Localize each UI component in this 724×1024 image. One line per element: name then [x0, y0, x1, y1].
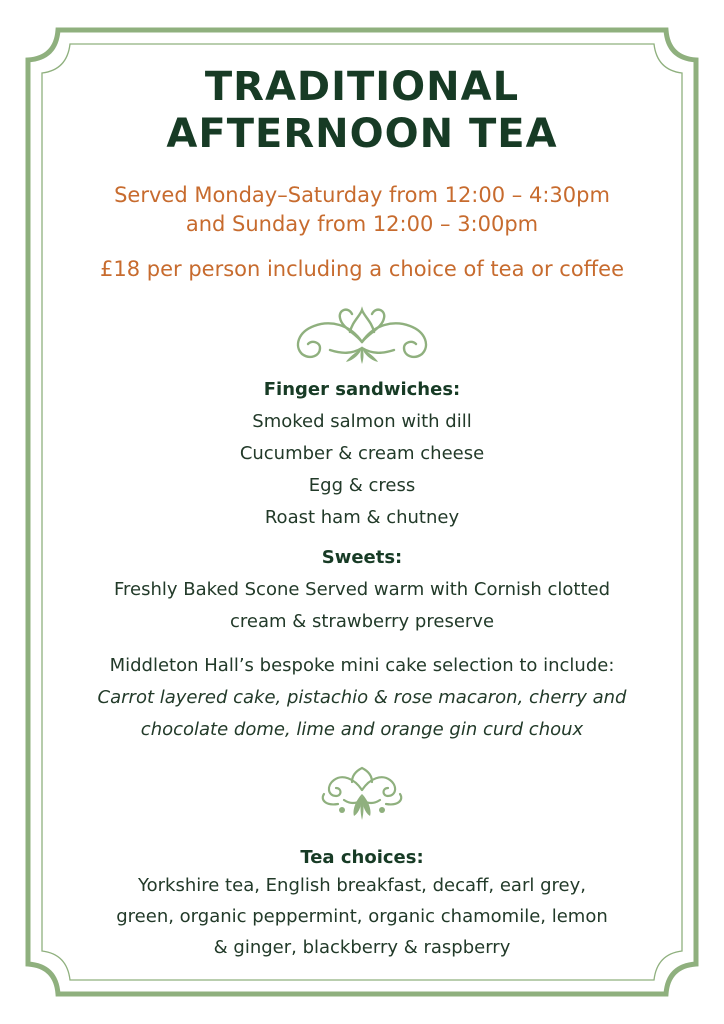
flourish-ornament-icon [318, 764, 406, 820]
tea-choices-line1: Yorkshire tea, English breakfast, decaff, earl grey, [138, 875, 586, 896]
sandwich-item: Egg & cress [308, 475, 416, 496]
tea-choices-line3: & ginger, blackberry & raspberry [213, 937, 511, 958]
price-text: £18 per person including a choice of tea or coffee [100, 257, 624, 281]
sandwich-item: Cucumber & cream cheese [239, 443, 485, 464]
scroll-ornament-icon [290, 302, 434, 364]
scone-description-line1: Freshly Baked Scone Served warm with Cornish clotted [113, 579, 611, 600]
service-hours-sunday: and Sunday from 12:00 – 3:00pm [185, 212, 539, 236]
page-title-line1: TRADITIONAL [204, 64, 520, 110]
section-heading-sweets: Sweets: [321, 547, 403, 568]
section-heading-tea: Tea choices: [300, 847, 424, 868]
scone-description-line2: cream & strawberry preserve [229, 611, 495, 632]
sandwich-item: Smoked salmon with dill [252, 411, 472, 432]
cake-selection-line1: Carrot layered cake, pistachio & rose macaron, cherry and [97, 687, 627, 708]
cake-selection-line2: chocolate dome, lime and orange gin curd choux [140, 719, 584, 740]
sandwich-item: Roast ham & chutney [264, 507, 460, 528]
page-title-line2: AFTERNOON TEA [166, 111, 558, 157]
tea-choices-line2: green, organic peppermint, organic chamomile, lemon [116, 906, 608, 927]
section-heading-sandwiches: Finger sandwiches: [263, 379, 461, 400]
cake-selection-intro: Middleton Hall’s bespoke mini cake selection to include: [109, 655, 615, 676]
service-hours-weekday: Served Monday–Saturday from 12:00 – 4:30pm [114, 183, 610, 207]
